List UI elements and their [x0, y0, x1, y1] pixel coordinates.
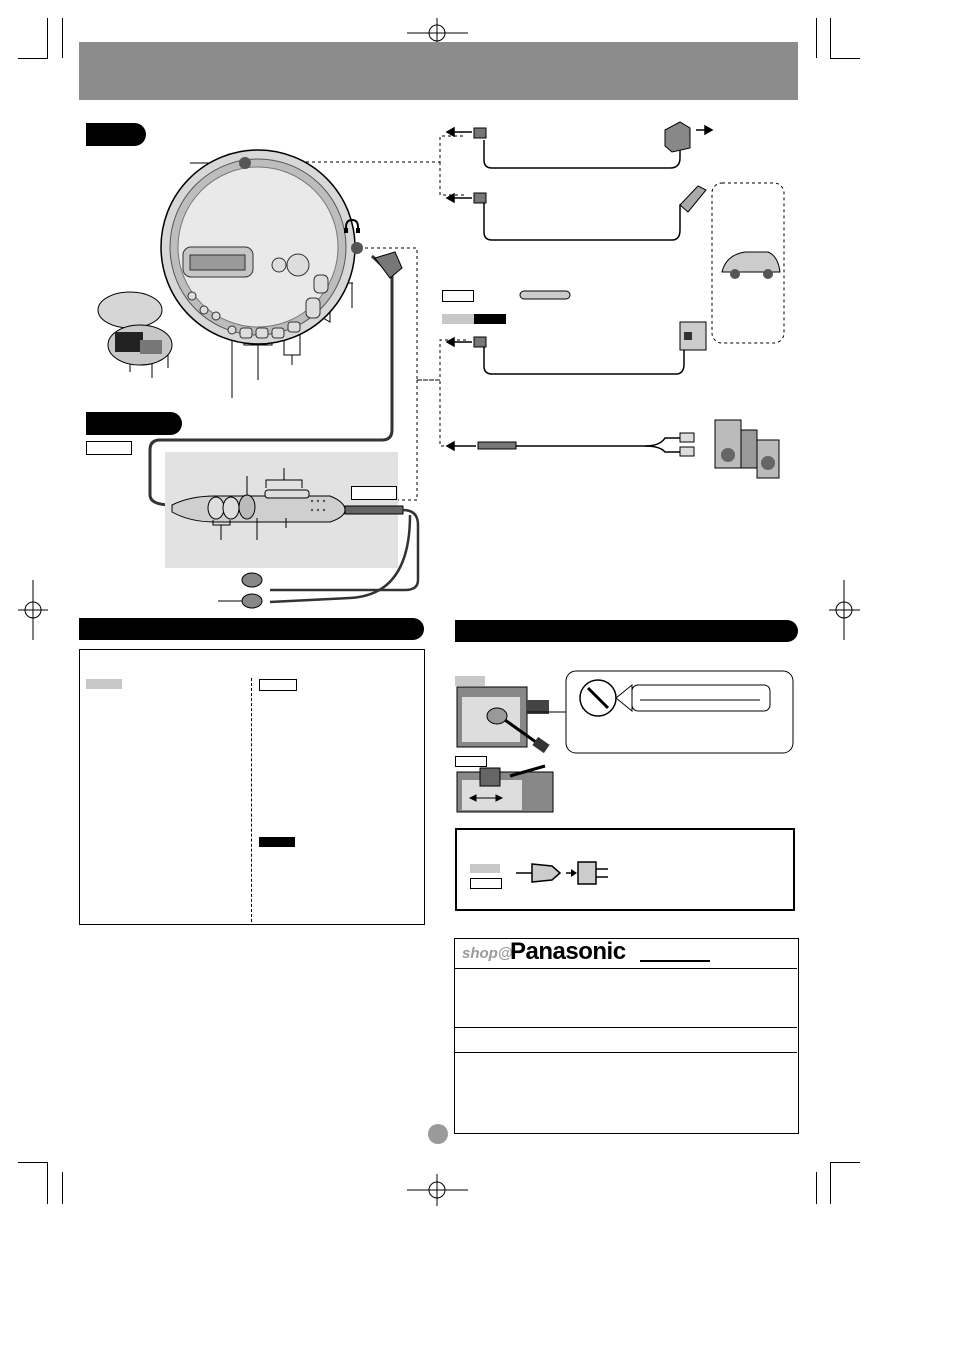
panasonic-wordmark: Panasonic	[510, 938, 626, 965]
shop-divider-3	[455, 1052, 797, 1053]
wordmark-underline	[640, 960, 710, 962]
shop-divider-2	[455, 1027, 797, 1028]
shop-prefix: shop@	[462, 945, 513, 962]
page-number-circle	[428, 1124, 448, 1144]
shop-divider-1	[455, 968, 797, 969]
